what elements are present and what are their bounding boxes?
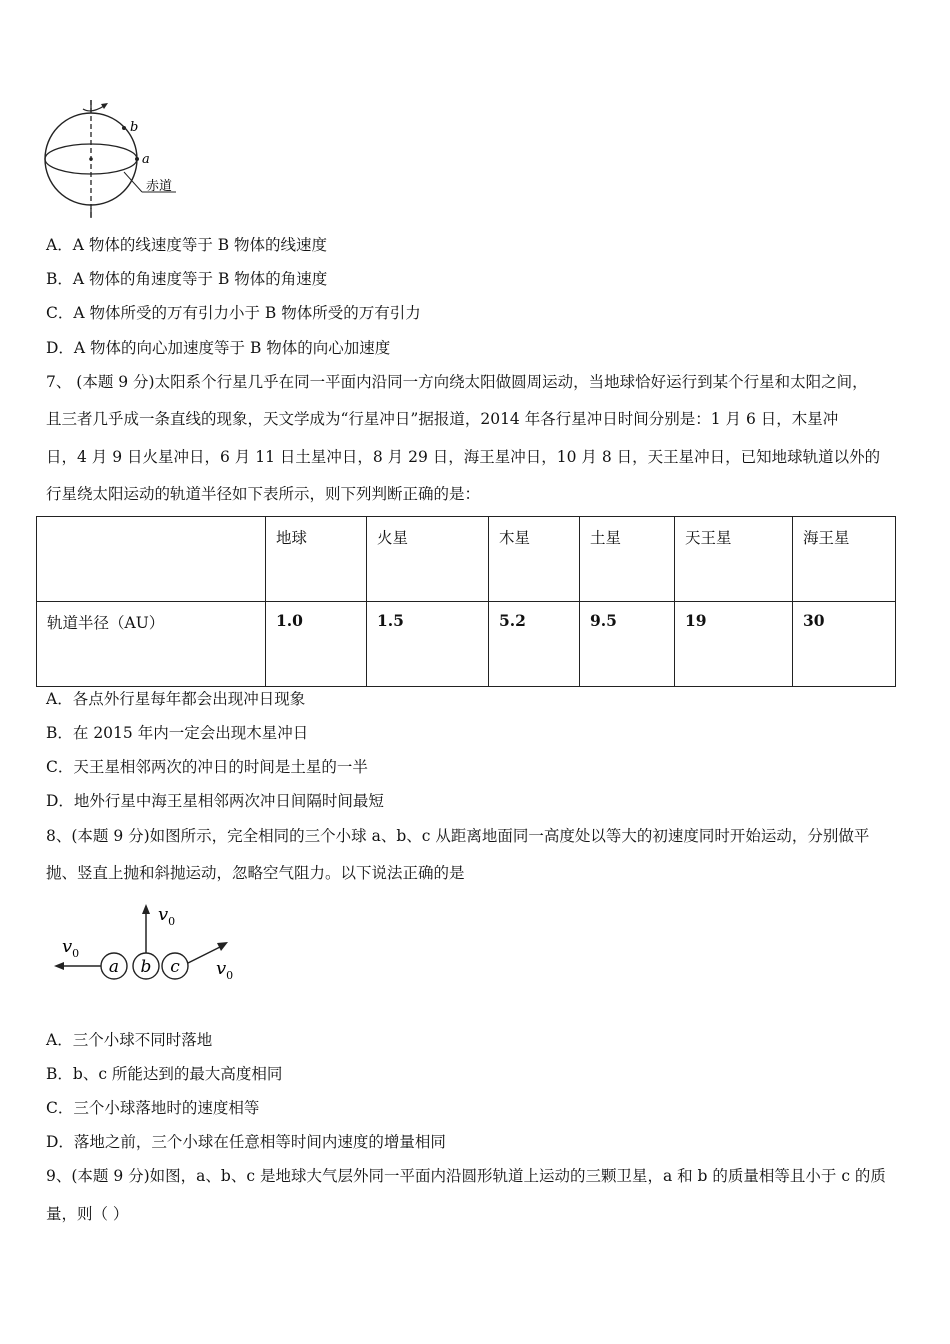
q6-option-a: A．A 物体的线速度等于 B 物体的线速度	[46, 236, 328, 254]
balls-figure	[46, 896, 246, 988]
v0-left-label: $v_0$	[62, 936, 80, 960]
table-row-label: 轨道半径（AU）	[37, 602, 266, 687]
table-header-cell: 木星	[489, 517, 580, 602]
v0-oblique-label: $v_0$	[216, 958, 234, 982]
q6-option-c: C．A 物体所受的万有引力小于 B 物体所受的万有引力	[46, 304, 421, 322]
table-row	[37, 602, 896, 687]
q8-line-2: 抛、竖直上抛和斜抛运动，忽略空气阻力。以下说法正确的是	[46, 864, 465, 882]
q7-option-a: A．各点外行星每年都会出现冲日现象	[46, 690, 306, 708]
q8-option-a: A．三个小球不同时落地	[46, 1031, 213, 1049]
table-header-cell: 火星	[367, 517, 489, 602]
point-a	[135, 157, 139, 161]
table-cell: 9.5	[580, 602, 675, 687]
q7-option-b: B．在 2015 年内一定会出现木星冲日	[46, 724, 309, 742]
ball-a-label: a	[108, 957, 120, 977]
q8-option-c: C．三个小球落地时的速度相等	[46, 1099, 260, 1117]
ball-b-label: b	[140, 957, 152, 977]
label-b: b	[130, 120, 139, 135]
globe-figure	[38, 96, 188, 222]
rotation-arrow	[83, 106, 104, 111]
table-header-row	[37, 517, 896, 602]
q6-option-b: B．A 物体的角速度等于 B 物体的角速度	[46, 270, 328, 288]
q7-line-3: 日，4 月 9 日火星冲日，6 月 11 日土星冲日，8 月 29 日，海王星冲日，10 月 8 日，天王星冲日，已知地球轨道以外的	[46, 448, 881, 466]
label-a: a	[142, 152, 150, 167]
label-equator: 赤道	[146, 179, 173, 194]
q7-option-d: D．地外行星中海王星相邻两次冲日间隔时间最短	[46, 792, 384, 810]
q7-line-2: 且三者几乎成一条直线的现象，天文学成为“行星冲日”据报道，2014 年各行星冲日时间分别是：1 月 6 日，木星冲	[46, 410, 839, 428]
table-header-cell: 地球	[266, 517, 367, 602]
q9-line-1: 9、(本题 9 分)如图，a、b、c 是地球大气层外同一平面内沿圆形轨道上运动的三颗卫星，a 和 b 的质量相等且小于 c 的质	[46, 1167, 886, 1185]
table-cell: 1.5	[367, 602, 489, 687]
v0-up-label: $v_0$	[158, 904, 176, 928]
q6-option-d: D．A 物体的向心加速度等于 B 物体的向心加速度	[46, 339, 391, 357]
table-cell: 5.2	[489, 602, 580, 687]
table-cell: 30	[793, 602, 896, 687]
orbit-radius-table	[36, 516, 896, 687]
table-cell: 19	[675, 602, 793, 687]
table-cell: 1.0	[266, 602, 367, 687]
point-b	[122, 126, 126, 130]
q7-line-4: 行星绕太阳运动的轨道半径如下表所示，则下列判断正确的是：	[46, 485, 481, 503]
q8-option-d: D．落地之前，三个小球在任意相等时间内速度的增量相同	[46, 1133, 446, 1151]
q8-line-1: 8、(本题 9 分)如图所示，完全相同的三个小球 a、b、c 从距离地面同一高度处以等大的初速度同时开始运动，分别做平	[46, 827, 870, 845]
table-header-cell: 海王星	[793, 517, 896, 602]
q7-line-1: 7、 (本题 9 分)太阳系个行星几乎在同一平面内沿同一方向绕太阳做圆周运动，当地球恰好运行到某个行星和太阳之间，	[46, 373, 868, 391]
q7-option-c: C．天王星相邻两次的冲日的时间是土星的一半	[46, 758, 368, 776]
table-header-cell: 土星	[580, 517, 675, 602]
table-header-cell: 天王星	[675, 517, 793, 602]
ball-c-label: c	[170, 957, 180, 977]
table-header-cell	[37, 517, 266, 602]
q8-option-b: B．b、c 所能达到的最大高度相同	[46, 1065, 283, 1083]
q9-line-2: 量，则（ ）	[46, 1205, 129, 1223]
